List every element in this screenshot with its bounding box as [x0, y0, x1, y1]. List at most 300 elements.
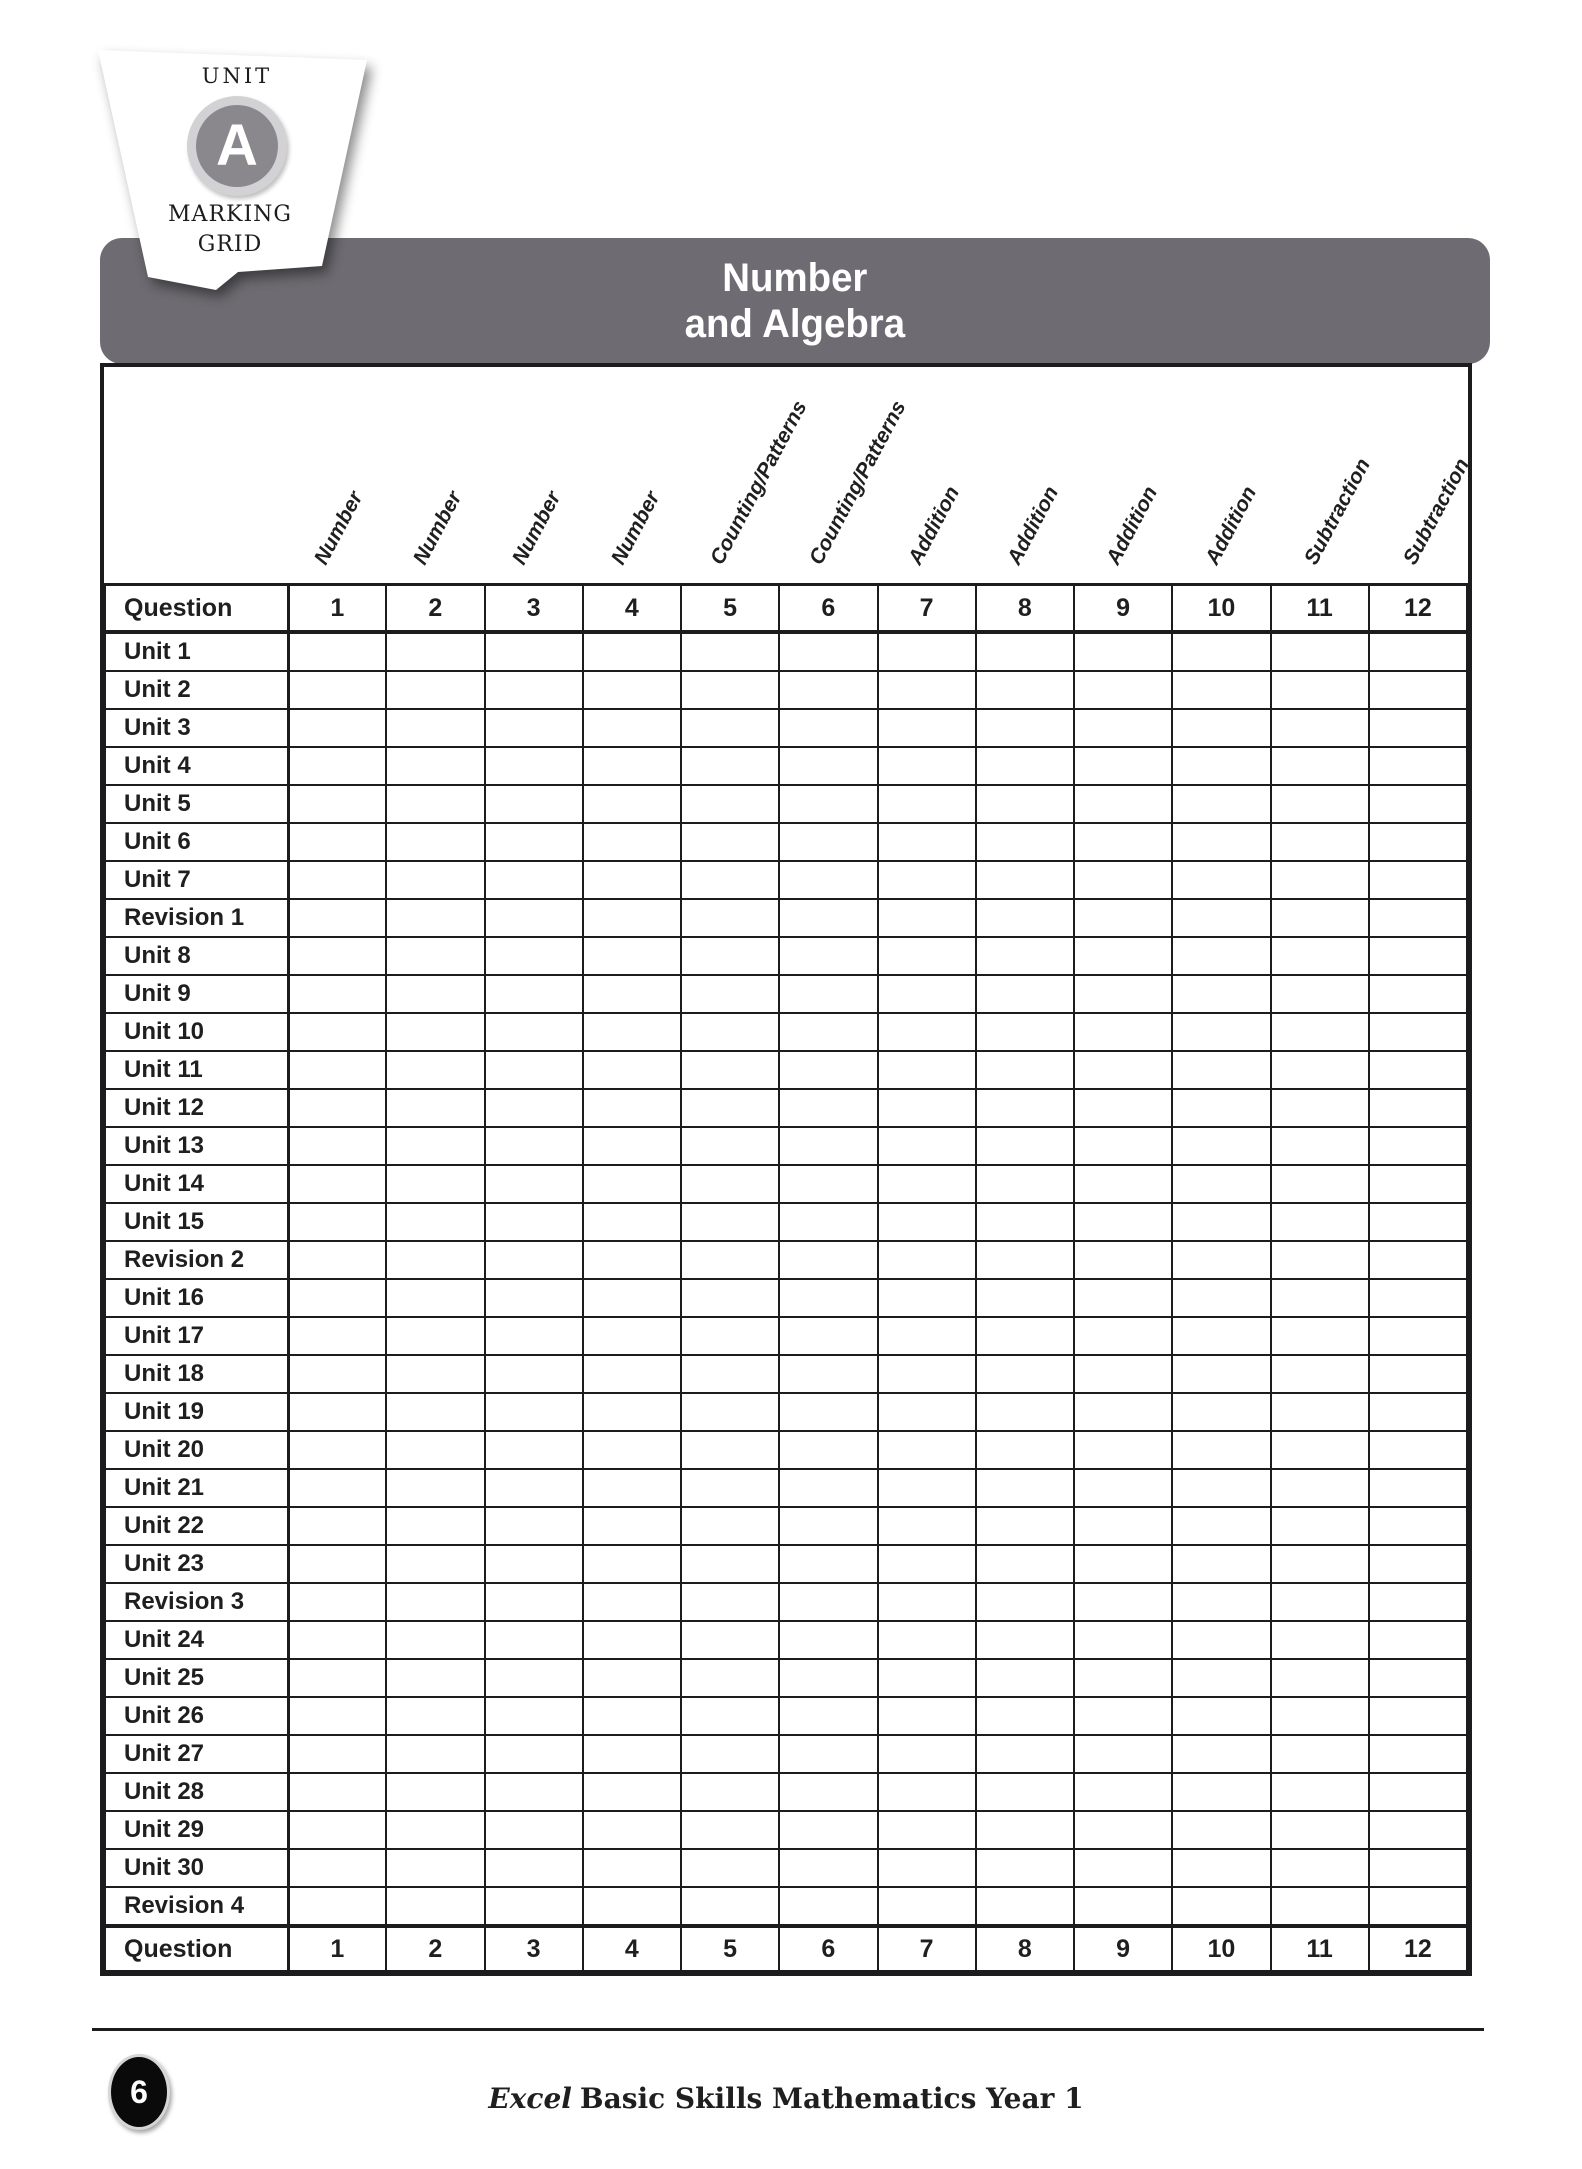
grid-cell: [583, 1811, 681, 1849]
question-number: 5: [681, 585, 779, 633]
grid-cell: [1271, 1317, 1369, 1355]
grid-cell: [485, 1887, 583, 1926]
grid-cell: [288, 1355, 386, 1393]
grid-cell: [1369, 1697, 1467, 1735]
grid-cell: [976, 1697, 1074, 1735]
grid-cell: [485, 937, 583, 975]
grid-cell: [779, 785, 877, 823]
grid-cell: [1172, 899, 1270, 937]
grid-cell: [485, 1545, 583, 1583]
grid-cell: [878, 1735, 976, 1773]
row-label: Unit 17: [105, 1317, 288, 1355]
grid-cell: [681, 1355, 779, 1393]
grid-cell: [976, 1735, 1074, 1773]
row-label: Question: [105, 585, 288, 633]
grid-cell: [976, 1013, 1074, 1051]
grid-cell: [976, 1127, 1074, 1165]
grid-cell: [288, 1887, 386, 1926]
row-label: Unit 3: [105, 709, 288, 747]
grid-cell: [386, 1849, 484, 1887]
grid-cell: [1271, 1165, 1369, 1203]
question-header-row: [105, 585, 1467, 633]
question-number: 4: [583, 1926, 681, 1971]
grid-cell: [878, 1355, 976, 1393]
grid-cell: [1271, 709, 1369, 747]
row-label: Unit 26: [105, 1697, 288, 1735]
column-topic-label-5: Counting/Patterns: [705, 397, 812, 569]
grid-cell: [1271, 1355, 1369, 1393]
grid-cell: [485, 1165, 583, 1203]
table-row: [105, 937, 1467, 975]
grid-cell: [583, 1621, 681, 1659]
question-number: 11: [1271, 1926, 1369, 1971]
grid-cell: [583, 1545, 681, 1583]
grid-cell: [1271, 1507, 1369, 1545]
grid-cell: [1172, 632, 1270, 671]
question-number: 12: [1369, 1926, 1467, 1971]
grid-cell: [976, 1659, 1074, 1697]
grid-cell: [485, 1659, 583, 1697]
row-label: Unit 29: [105, 1811, 288, 1849]
grid-cell: [1172, 1887, 1270, 1926]
grid-cell: [1369, 1811, 1467, 1849]
grid-cell: [288, 861, 386, 899]
grid-cell: [386, 1431, 484, 1469]
grid-cell: [681, 937, 779, 975]
grid-cell: [1074, 1203, 1172, 1241]
grid-cell: [1369, 1317, 1467, 1355]
question-number: 7: [878, 585, 976, 633]
column-topic-label-3: Number: [507, 487, 566, 569]
grid-cell: [1074, 1355, 1172, 1393]
grid-cell: [681, 975, 779, 1013]
grid-cell: [779, 1507, 877, 1545]
table-row: [105, 1583, 1467, 1621]
grid-cell: [386, 747, 484, 785]
grid-cell: [288, 1849, 386, 1887]
grid-cell: [1074, 975, 1172, 1013]
column-topic-label-8: Addition: [1002, 482, 1064, 569]
grid-cell: [878, 671, 976, 709]
question-number: 3: [485, 1926, 583, 1971]
grid-cell: [288, 747, 386, 785]
grid-cell: [583, 632, 681, 671]
grid-cell: [1271, 671, 1369, 709]
unit-marking-grid-badge: [60, 18, 400, 318]
grid-cell: [681, 709, 779, 747]
grid-cell: [1172, 1127, 1270, 1165]
grid-cell: [779, 1849, 877, 1887]
grid-cell: [779, 1887, 877, 1926]
grid-cell: [583, 785, 681, 823]
grid-cell: [288, 1469, 386, 1507]
grid-cell: [1271, 975, 1369, 1013]
grid-cell: [779, 1811, 877, 1849]
grid-cell: [583, 1431, 681, 1469]
grid-cell: [1369, 632, 1467, 671]
table-row: [105, 823, 1467, 861]
grid-cell: [288, 1659, 386, 1697]
grid-cell: [485, 1849, 583, 1887]
grid-cell: [1074, 1127, 1172, 1165]
grid-cell: [878, 1051, 976, 1089]
question-number: 3: [485, 585, 583, 633]
row-label: Unit 15: [105, 1203, 288, 1241]
grid-cell: [1074, 1887, 1172, 1926]
grid-cell: [1074, 1507, 1172, 1545]
grid-cell: [485, 1431, 583, 1469]
row-label: Unit 24: [105, 1621, 288, 1659]
grid-cell: [1172, 1849, 1270, 1887]
grid-cell: [1369, 747, 1467, 785]
grid-cell: [583, 671, 681, 709]
table-row: [105, 1735, 1467, 1773]
grid-cell: [1074, 1317, 1172, 1355]
grid-cell: [386, 1735, 484, 1773]
grid-cell: [485, 1697, 583, 1735]
grid-cell: [288, 1089, 386, 1127]
grid-cell: [1172, 937, 1270, 975]
grid-cell: [681, 632, 779, 671]
grid-cell: [288, 1545, 386, 1583]
table-row: [105, 1431, 1467, 1469]
grid-cell: [878, 1165, 976, 1203]
row-label: Unit 19: [105, 1393, 288, 1431]
grid-cell: [1271, 1583, 1369, 1621]
table-row: [105, 1621, 1467, 1659]
grid-cell: [386, 1317, 484, 1355]
grid-cell: [386, 1089, 484, 1127]
grid-cell: [878, 1469, 976, 1507]
grid-cell: [1369, 1241, 1467, 1279]
row-label: Unit 11: [105, 1051, 288, 1089]
grid-cell: [288, 1317, 386, 1355]
question-number: 8: [976, 1926, 1074, 1971]
grid-cell: [976, 1051, 1074, 1089]
row-label: Unit 30: [105, 1849, 288, 1887]
grid-cell: [288, 1051, 386, 1089]
grid-cell: [1074, 899, 1172, 937]
grid-cell: [1074, 747, 1172, 785]
grid-cell: [386, 785, 484, 823]
table-row: [105, 861, 1467, 899]
grid-cell: [878, 937, 976, 975]
badge-subtitle-line2: GRID: [197, 232, 263, 257]
grid-cell: [779, 1089, 877, 1127]
grid-cell: [976, 1469, 1074, 1507]
row-label: Unit 20: [105, 1431, 288, 1469]
grid-cell: [485, 671, 583, 709]
grid-cell: [878, 709, 976, 747]
grid-cell: [485, 1583, 583, 1621]
grid-cell: [1369, 1773, 1467, 1811]
grid-cell: [878, 1089, 976, 1127]
column-topic-label-2: Number: [408, 487, 467, 569]
table-row: [105, 1393, 1467, 1431]
grid-cell: [1074, 1659, 1172, 1697]
grid-cell: [1369, 1887, 1467, 1926]
grid-cell: [779, 1355, 877, 1393]
grid-cell: [681, 1393, 779, 1431]
grid-cell: [1271, 823, 1369, 861]
grid-cell: [583, 1355, 681, 1393]
grid-cell: [1172, 1241, 1270, 1279]
grid-cell: [485, 823, 583, 861]
grid-cell: [1271, 632, 1369, 671]
grid-cell: [1172, 1507, 1270, 1545]
column-topic-headers: [104, 367, 1474, 583]
grid-cell: [779, 1431, 877, 1469]
grid-cell: [1271, 1773, 1369, 1811]
grid-cell: [976, 1849, 1074, 1887]
grid-cell: [878, 1849, 976, 1887]
grid-cell: [976, 861, 1074, 899]
grid-cell: [681, 747, 779, 785]
grid-cell: [779, 671, 877, 709]
column-topic-label-11: Subtraction: [1299, 454, 1375, 569]
grid-cell: [681, 1811, 779, 1849]
grid-cell: [485, 899, 583, 937]
grid-cell: [1271, 1013, 1369, 1051]
grid-cell: [1271, 1849, 1369, 1887]
grid-cell: [878, 823, 976, 861]
grid-cell: [386, 1165, 484, 1203]
grid-cell: [976, 709, 1074, 747]
grid-cell: [779, 823, 877, 861]
grid-cell: [779, 1127, 877, 1165]
grid-cell: [386, 1697, 484, 1735]
grid-cell: [288, 1393, 386, 1431]
grid-cell: [583, 1469, 681, 1507]
grid-cell: [386, 1393, 484, 1431]
table-row: [105, 1545, 1467, 1583]
table-row: [105, 671, 1467, 709]
grid-cell: [1369, 861, 1467, 899]
row-label: Unit 12: [105, 1089, 288, 1127]
table-row: [105, 1127, 1467, 1165]
grid-cell: [1369, 975, 1467, 1013]
grid-cell: [878, 861, 976, 899]
grid-cell: [485, 1811, 583, 1849]
row-label: Unit 10: [105, 1013, 288, 1051]
question-number: 7: [878, 1926, 976, 1971]
grid-cell: [485, 1203, 583, 1241]
grid-cell: [779, 1583, 877, 1621]
grid-cell: [681, 823, 779, 861]
grid-cell: [1172, 1051, 1270, 1089]
grid-cell: [1369, 671, 1467, 709]
grid-cell: [386, 1659, 484, 1697]
question-number: 5: [681, 1926, 779, 1971]
grid-cell: [386, 823, 484, 861]
row-label: Unit 22: [105, 1507, 288, 1545]
table-row: [105, 1279, 1467, 1317]
column-topic-label-4: Number: [606, 487, 665, 569]
row-label: Unit 21: [105, 1469, 288, 1507]
grid-cell: [1271, 861, 1369, 899]
grid-cell: [681, 1279, 779, 1317]
grid-cell: [1369, 1393, 1467, 1431]
grid-cell: [976, 1241, 1074, 1279]
grid-cell: [1369, 1469, 1467, 1507]
grid-cell: [681, 1849, 779, 1887]
grid-cell: [485, 747, 583, 785]
grid-cell: [1369, 1355, 1467, 1393]
grid-cell: [386, 1013, 484, 1051]
row-label: Unit 18: [105, 1355, 288, 1393]
table-row: [105, 1887, 1467, 1926]
grid-cell: [681, 861, 779, 899]
grid-cell: [878, 975, 976, 1013]
grid-cell: [1369, 1203, 1467, 1241]
grid-cell: [681, 1887, 779, 1926]
table-row: [105, 785, 1467, 823]
table-row: [105, 747, 1467, 785]
question-number: 12: [1369, 585, 1467, 633]
grid-cell: [1074, 1013, 1172, 1051]
grid-cell: [779, 1621, 877, 1659]
row-label: Unit 2: [105, 671, 288, 709]
grid-cell: [1369, 823, 1467, 861]
row-label: Question: [105, 1926, 288, 1971]
grid-cell: [485, 1735, 583, 1773]
grid-cell: [779, 747, 877, 785]
grid-cell: [288, 937, 386, 975]
book-title-brand: Excel: [488, 2082, 572, 2115]
grid-cell: [976, 1811, 1074, 1849]
grid-cell: [681, 1089, 779, 1127]
table-row: [105, 1203, 1467, 1241]
row-label: Unit 8: [105, 937, 288, 975]
grid-cell: [779, 1203, 877, 1241]
grid-cell: [386, 1583, 484, 1621]
grid-cell: [1172, 1317, 1270, 1355]
grid-cell: [583, 1697, 681, 1735]
grid-cell: [1172, 1659, 1270, 1697]
row-label: Unit 4: [105, 747, 288, 785]
grid-cell: [1172, 1165, 1270, 1203]
grid-cell: [1172, 1279, 1270, 1317]
table-row: [105, 1165, 1467, 1203]
grid-cell: [1172, 785, 1270, 823]
grid-cell: [681, 899, 779, 937]
grid-cell: [288, 632, 386, 671]
grid-cell: [976, 899, 1074, 937]
grid-cell: [485, 1355, 583, 1393]
grid-cell: [1172, 1431, 1270, 1469]
badge-subtitle-line1: MARKING: [168, 202, 292, 227]
grid-cell: [1271, 1659, 1369, 1697]
grid-cell: [1074, 1431, 1172, 1469]
question-number: 11: [1271, 585, 1369, 633]
grid-cell: [1369, 709, 1467, 747]
grid-cell: [779, 1735, 877, 1773]
grid-cell: [1074, 1735, 1172, 1773]
grid-cell: [1172, 1621, 1270, 1659]
grid-cell: [878, 1317, 976, 1355]
grid-cell: [1271, 1393, 1369, 1431]
grid-cell: [288, 1203, 386, 1241]
grid-cell: [583, 861, 681, 899]
grid-cell: [583, 1583, 681, 1621]
grid-cell: [1172, 975, 1270, 1013]
grid-cell: [976, 1279, 1074, 1317]
grid-cell: [878, 1431, 976, 1469]
badge-unit-label: UNIT: [201, 64, 273, 88]
grid-cell: [1271, 1089, 1369, 1127]
grid-cell: [878, 747, 976, 785]
footer-divider: [92, 2028, 1484, 2031]
grid-cell: [976, 1545, 1074, 1583]
grid-cell: [878, 1013, 976, 1051]
grid-cell: [1271, 1203, 1369, 1241]
grid-cell: [1369, 1051, 1467, 1089]
grid-cell: [1074, 1811, 1172, 1849]
grid-cell: [976, 747, 1074, 785]
grid-cell: [1172, 747, 1270, 785]
grid-cell: [1172, 823, 1270, 861]
grid-cell: [386, 1241, 484, 1279]
grid-cell: [386, 1279, 484, 1317]
grid-cell: [976, 1621, 1074, 1659]
marking-grid-table: [104, 583, 1468, 1972]
grid-cell: [1172, 1355, 1270, 1393]
grid-cell: [288, 823, 386, 861]
grid-cell: [1074, 1773, 1172, 1811]
grid-cell: [878, 632, 976, 671]
grid-cell: [1074, 1621, 1172, 1659]
grid-cell: [779, 1659, 877, 1697]
grid-cell: [779, 1241, 877, 1279]
grid-cell: [288, 1431, 386, 1469]
table-row: [105, 1697, 1467, 1735]
section-title: [685, 255, 905, 347]
grid-cell: [288, 1583, 386, 1621]
grid-cell: [1172, 1583, 1270, 1621]
book-title: [100, 2082, 1472, 2115]
grid-cell: [779, 1013, 877, 1051]
grid-cell: [1074, 1279, 1172, 1317]
grid-cell: [976, 823, 1074, 861]
table-row: [105, 709, 1467, 747]
table-row: [105, 1773, 1467, 1811]
grid-cell: [1369, 1431, 1467, 1469]
grid-cell: [779, 975, 877, 1013]
grid-cell: [1074, 861, 1172, 899]
row-label: Unit 27: [105, 1735, 288, 1773]
grid-cell: [1271, 1127, 1369, 1165]
grid-cell: [386, 709, 484, 747]
row-label: Unit 23: [105, 1545, 288, 1583]
grid-cell: [1271, 1735, 1369, 1773]
grid-cell: [976, 1393, 1074, 1431]
grid-cell: [386, 1051, 484, 1089]
row-label: Unit 7: [105, 861, 288, 899]
grid-cell: [1271, 1431, 1369, 1469]
grid-cell: [485, 1507, 583, 1545]
table-row: [105, 1051, 1467, 1089]
grid-cell: [1172, 1697, 1270, 1735]
grid-cell: [878, 785, 976, 823]
grid-cell: [583, 1279, 681, 1317]
grid-cell: [288, 1697, 386, 1735]
grid-cell: [1271, 1811, 1369, 1849]
grid-cell: [1369, 1621, 1467, 1659]
grid-cell: [386, 1811, 484, 1849]
grid-cell: [681, 671, 779, 709]
table-row: [105, 1507, 1467, 1545]
grid-cell: [681, 1697, 779, 1735]
